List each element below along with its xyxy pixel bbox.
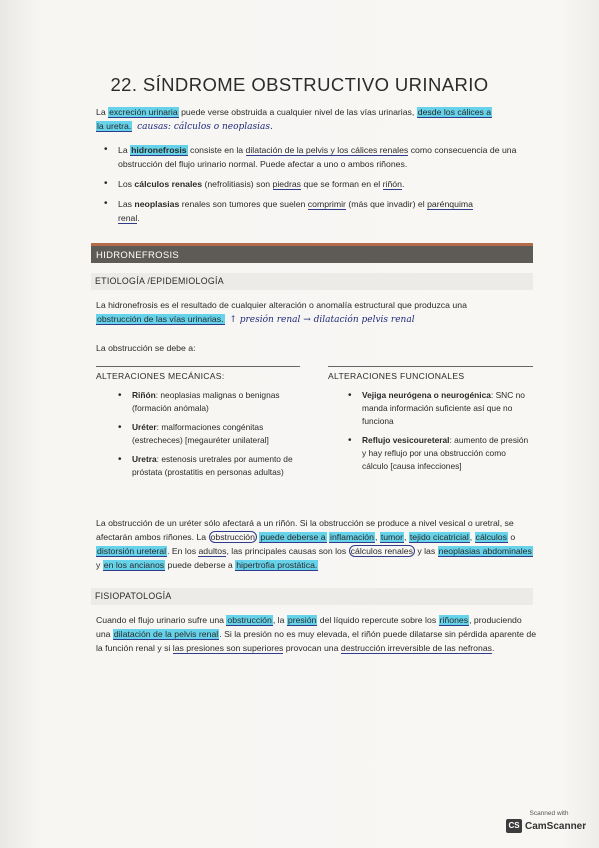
handwritten-note-presion: ↑ presión renal → dilatación pelvis renal [229,315,415,325]
section-header-hidronefrosis: HIDRONEFROSIS [91,243,533,263]
obstruccion-causas-paragraph: La obstrucción de un uréter sólo afectará a un riñón. Si la obstrucción se produce a nivel vesical o uretral, se afectarán ambos riñones. La obstrucción puede deberse a inflamación, tumor, tejido cicatricial, cálculos o distorsión ureteral. En los adultos, las principales causas son los cálculos renales y las neoplasias abdominales y en los ancianos puede deberse a hipertrofia prostática. [96,518,532,570]
bullet-neoplasias: • Las neoplasias renales son tumores que suelen comprimir (más que invadir) el parénquima renal. [96,197,538,225]
item-ureter: • Uréter: malformaciones congénitas (estrecheces) [megauréter unilateral] [110,421,300,447]
bullet-calculos: • Los cálculos renales (nefrolitiasis) son piedras que se forman en el riñón. [96,177,538,191]
fisiopatologia-paragraph: Cuando el flujo urinario sufre una obstrucción, la presión del líquido repercute sobre los riñones, produciendo una dilatación de la pelvis renal. Si la presión no es muy elevada, el riñón puede dilatarse sin pérdida aparente de la función renal y si las presiones son superiores provocan una destrucción irreversible de las nefronas. [96,615,537,653]
etiologia-paragraph: La hidronefrosis es el resultado de cualquier alteración o anomalía estructural que produzca una obstrucción de las vías urinarias. ↑ presión renal → dilatación pelvis renal [96,300,467,325]
camscanner-logo-icon: CS [506,819,522,833]
subheader-etiologia: ETIOLOGÍA /EPIDEMIOLOGÍA [91,273,533,290]
item-reflujo: • Reflujo vesicoureteral: aumento de presión y hay reflujo por una obstrucción como cálculo [causa infecciones] [340,434,530,473]
column-header-funcionales: ALTERACIONES FUNCIONALES [328,366,533,381]
page-title: 22. SÍNDROME OBSTRUCTIVO URINARIO [110,74,489,95]
intro-bullet-list [96,143,538,231]
list-funcionales [340,389,530,479]
highlight-hidronefrosis: hidronefrosis [131,145,187,155]
highlight-uretra: la uretra. [97,121,132,131]
item-uretra: • Uretra: estenosis uretrales por aumento de próstata (prostatitis en personas adultas) [110,453,300,479]
item-vejiga: • Vejiga neurógena o neurogénica: SNC no manda información suficiente así que no funciona [340,389,530,428]
item-rinon: • Riñón: neoplasias malignas o benignas (formación anómala) [110,389,300,415]
intro-paragraph [96,105,536,134]
intro-text-2: puede verse obstruida a cualquier nivel de las vías urinarias, [178,107,417,117]
highlight-obstruccion-vias: obstrucción de las vías urinarias. [97,314,224,324]
intro-text: La [96,107,109,117]
column-header-mecanicas: ALTERACIONES MECÁNICAS: [96,366,300,381]
obstruccion-intro: La obstrucción se debe a: [96,343,196,353]
highlight-desde-calices: desde los cálices a [417,107,492,117]
handwritten-note-causas: causas: cálculos o neoplasias. [137,122,273,132]
highlight-excrecion: excreción urinaria [109,107,178,117]
subheader-fisiopatologia: FISIOPATOLOGÍA [91,588,533,605]
watermark-scanned-text: Scanned with [529,810,569,817]
bullet-hidronefrosis: • La hidronefrosis consiste en la dilatación de la pelvis y los cálices renales como consecuencia de una obstrucción del flujo urinario normal. Puede afectar a uno o ambos riñones. [96,143,538,171]
list-mecanicas [110,389,300,485]
watermark-brand: CamScanner [525,820,587,832]
camscanner-watermark [506,810,592,840]
